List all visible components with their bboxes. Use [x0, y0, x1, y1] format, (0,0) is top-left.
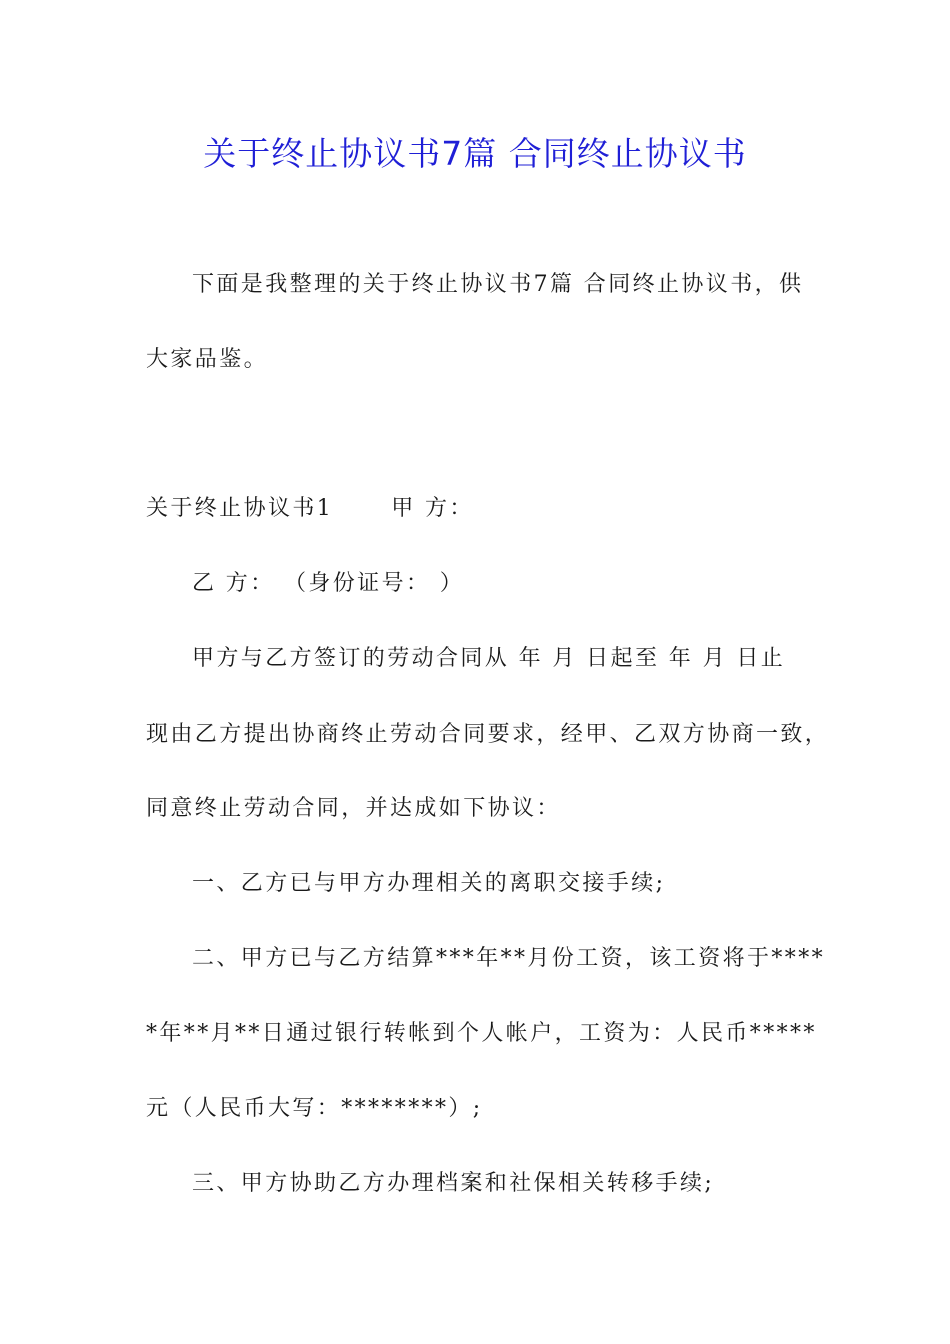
clause-2-line-3: 元（人民币大写：********）; [146, 1096, 483, 1121]
party-b-line: 乙 方： （身份证号： ） [192, 571, 465, 596]
section-heading: 关于终止协议书1 [146, 496, 334, 521]
intro-line-1: 下面是我整理的关于终止协议书7篇 合同终止协议书，供 [192, 272, 804, 297]
paragraph-1-line-2: 现由乙方提出协商终止劳动合同要求，经甲、乙双方协商一致， [146, 722, 830, 747]
party-a-label: 甲 方： [391, 496, 474, 521]
intro-line-2: 大家品鉴。 [146, 347, 269, 372]
paragraph-1-line-3: 同意终止劳动合同，并达成如下协议： [146, 796, 561, 821]
clause-3: 三、甲方协助乙方办理档案和社保相关转移手续; [192, 1171, 715, 1196]
paragraph-1-line-1: 甲方与乙方签订的劳动合同从 年 月 日起至 年 月 日止 [192, 646, 786, 671]
clause-1: 一、乙方已与甲方办理相关的离职交接手续; [192, 871, 666, 896]
section-heading-row [146, 494, 474, 524]
document-title: 关于终止协议书7篇 合同终止协议书 [203, 134, 747, 173]
clause-2-line-2: *年**月**日通过银行转帐到个人帐户，工资为：人民币***** [146, 1021, 817, 1046]
clause-2-line-1: 二、甲方已与乙方结算***年**月份工资，该工资将于**** [192, 946, 826, 971]
